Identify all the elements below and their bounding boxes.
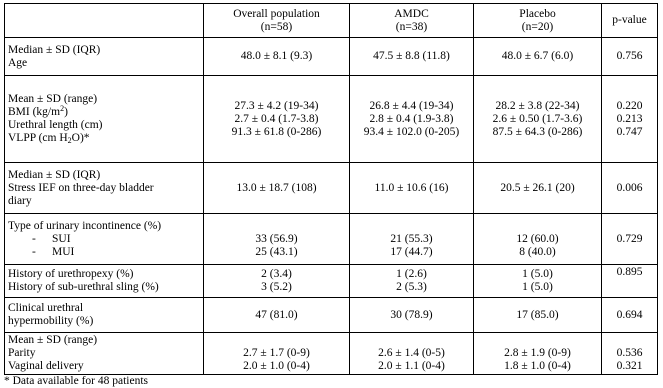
table-row-ief	[5, 163, 658, 214]
urethral-length-label: Urethral length (cm)	[8, 119, 103, 131]
anthro-amdc	[350, 76, 474, 163]
vaginal-overall-value: 2.0 ± 1.0 (0-4)	[243, 360, 310, 372]
row-label-ief	[5, 163, 204, 214]
hyper-placebo: 17 (85.0)	[474, 298, 602, 333]
header-blank-cell	[5, 4, 204, 38]
mui-label: - MUI	[32, 245, 75, 258]
urethral-pvalue: 0.213	[616, 112, 643, 125]
row-label-hypermobility	[5, 298, 204, 333]
parity-placebo	[474, 333, 602, 375]
history-pvalue: 0.895	[602, 265, 658, 298]
vaginal-delivery-label: Vaginal delivery	[8, 360, 84, 372]
table-row-anthropometrics	[5, 76, 658, 163]
vlpp-placebo: 87.5 ± 64.3 (0-286)	[492, 125, 583, 138]
header-pvalue	[602, 4, 658, 38]
stat-label: Mean ± SD (range)	[8, 93, 98, 105]
row-label-age	[5, 38, 204, 76]
urethropexy-overall: 2 (3.4)	[261, 268, 292, 280]
parity-label: Parity	[8, 347, 36, 359]
age-placebo: 48.0 ± 6.7 (6.0)	[474, 38, 602, 76]
parity-pvalue	[602, 333, 658, 375]
bmi-label: BMI $(kg/m^2)$	[8, 104, 68, 118]
bmi-pvalue: 0.220	[616, 99, 643, 112]
bmi-amdc: 26.8 ± 4.4 (19-34)	[369, 99, 454, 112]
ief-placebo: 20.5 ± 26.1 (20)	[474, 163, 602, 214]
sling-amdc: 2 (5.3)	[396, 281, 427, 293]
age-overall: 48.0 ± 8.1 (9.3)	[204, 38, 350, 76]
header-placebo-title: Placebo	[519, 7, 556, 20]
header-row	[5, 4, 658, 38]
header-amdc-n: (n=38)	[395, 20, 428, 33]
variable-label: Stress IEF on three-day bladder	[8, 181, 154, 194]
header-placebo-n: (n=20)	[521, 20, 554, 33]
stat-label: Mean ± SD (range)	[8, 334, 98, 346]
vlpp-pvalue: 0.747	[616, 125, 643, 138]
anthro-placebo	[474, 76, 602, 163]
baseline-characteristics-table	[4, 3, 658, 375]
urethral-placebo: 2.6 ± 0.50 (1.7-3.6)	[492, 112, 583, 125]
sui-amdc: 21 (55.3)	[390, 232, 433, 245]
vlpp-amdc: 93.4 ± 102.0 (0-205)	[363, 125, 460, 138]
sui-placebo: 12 (60.0)	[516, 232, 559, 245]
parity-overall	[204, 333, 350, 375]
sling-label: History of sub-urethral sling (%)	[8, 281, 159, 293]
incontinence-placebo	[474, 214, 602, 265]
mui-placebo: 8 (40.0)	[519, 245, 556, 258]
row-label-incontinence	[5, 214, 204, 265]
table-row-hypermobility	[5, 298, 658, 333]
header-overall	[204, 4, 350, 38]
age-amdc: 47.5 ± 8.8 (11.8)	[350, 38, 474, 76]
row-label-anthropometrics	[5, 76, 204, 163]
table-footnote: * Data available for 48 patients	[4, 375, 149, 387]
sui-label: - SUI	[32, 232, 71, 245]
hyper-amdc: 30 (78.9)	[350, 298, 474, 333]
header-overall-title: Overall population	[233, 7, 320, 20]
header-amdc	[350, 4, 474, 38]
sui-overall: 33 (56.9)	[255, 232, 298, 245]
header-pvalue-title: p-value	[612, 14, 647, 26]
parity-pvalue-value: 0.536	[616, 347, 643, 359]
ief-pvalue: 0.006	[602, 163, 658, 214]
stat-label: Median ± SD (IQR)	[8, 168, 101, 181]
header-amdc-title: AMDC	[394, 7, 429, 20]
row-label-history	[5, 265, 204, 298]
bmi-placebo: 28.2 ± 3.8 (22-34)	[495, 99, 580, 112]
history-placebo	[474, 265, 602, 298]
variable-label: Type of urinary incontinence (%)	[8, 219, 162, 232]
incontinence-pvalue: 0.729	[602, 214, 658, 265]
table-row-history	[5, 265, 658, 298]
urethropexy-label: History of urethropexy (%)	[8, 268, 134, 280]
hyper-overall: 47 (81.0)	[204, 298, 350, 333]
variable-label: Age	[8, 56, 28, 69]
hyper-pvalue: 0.694	[602, 298, 658, 333]
variable-label-cont: diary	[8, 194, 32, 207]
parity-amdc	[350, 333, 474, 375]
mui-amdc: 17 (44.7)	[390, 245, 433, 258]
sling-overall: 3 (5.2)	[261, 281, 292, 293]
parity-overall-value: 2.7 ± 1.7 (0-9)	[243, 347, 310, 359]
urethral-amdc: 2.8 ± 0.4 (1.9-3.8)	[369, 112, 454, 125]
vaginal-placebo-value: 1.8 ± 1.0 (0-4)	[504, 360, 571, 372]
age-pvalue: 0.756	[602, 38, 658, 76]
table-row-parity	[5, 333, 658, 375]
variable-label: Clinical urethral	[8, 302, 84, 314]
urethropexy-placebo: 1 (5.0)	[522, 268, 553, 280]
incontinence-overall	[204, 214, 350, 265]
header-placebo	[474, 4, 602, 38]
stat-label: Median ± SD (IQR)	[8, 43, 101, 56]
history-amdc	[350, 265, 474, 298]
urethropexy-amdc: 1 (2.6)	[396, 268, 427, 280]
row-label-parity	[5, 333, 204, 375]
header-overall-n: (n=58)	[260, 20, 293, 33]
mui-overall: 25 (43.1)	[255, 245, 298, 258]
parity-amdc-value: 2.6 ± 1.4 (0-5)	[378, 347, 445, 359]
ief-amdc: 11.0 ± 10.6 (16)	[350, 163, 474, 214]
vaginal-pvalue-value: 0.321	[616, 360, 643, 372]
table-row-age	[5, 38, 658, 76]
bmi-overall: 27.3 ± 4.2 (19-34)	[234, 99, 319, 112]
incontinence-amdc	[350, 214, 474, 265]
table-row-incontinence	[5, 214, 658, 265]
sling-placebo: 1 (5.0)	[522, 281, 553, 293]
vlpp-overall: 91.3 ± 61.8 (0-286)	[231, 125, 322, 138]
variable-label-cont: hypermobility (%)	[8, 315, 94, 327]
vlpp-label: VLPP (cm $H_2O)*$	[8, 132, 90, 145]
anthro-overall	[204, 76, 350, 163]
urethral-overall: 2.7 ± 0.4 (1.7-3.8)	[234, 112, 319, 125]
vaginal-amdc-value: 2.0 ± 1.1 (0-4)	[378, 360, 445, 372]
parity-placebo-value: 2.8 ± 1.9 (0-9)	[504, 347, 571, 359]
history-overall	[204, 265, 350, 298]
ief-overall: 13.0 ± 18.7 (108)	[204, 163, 350, 214]
anthro-pvalue	[602, 76, 658, 163]
